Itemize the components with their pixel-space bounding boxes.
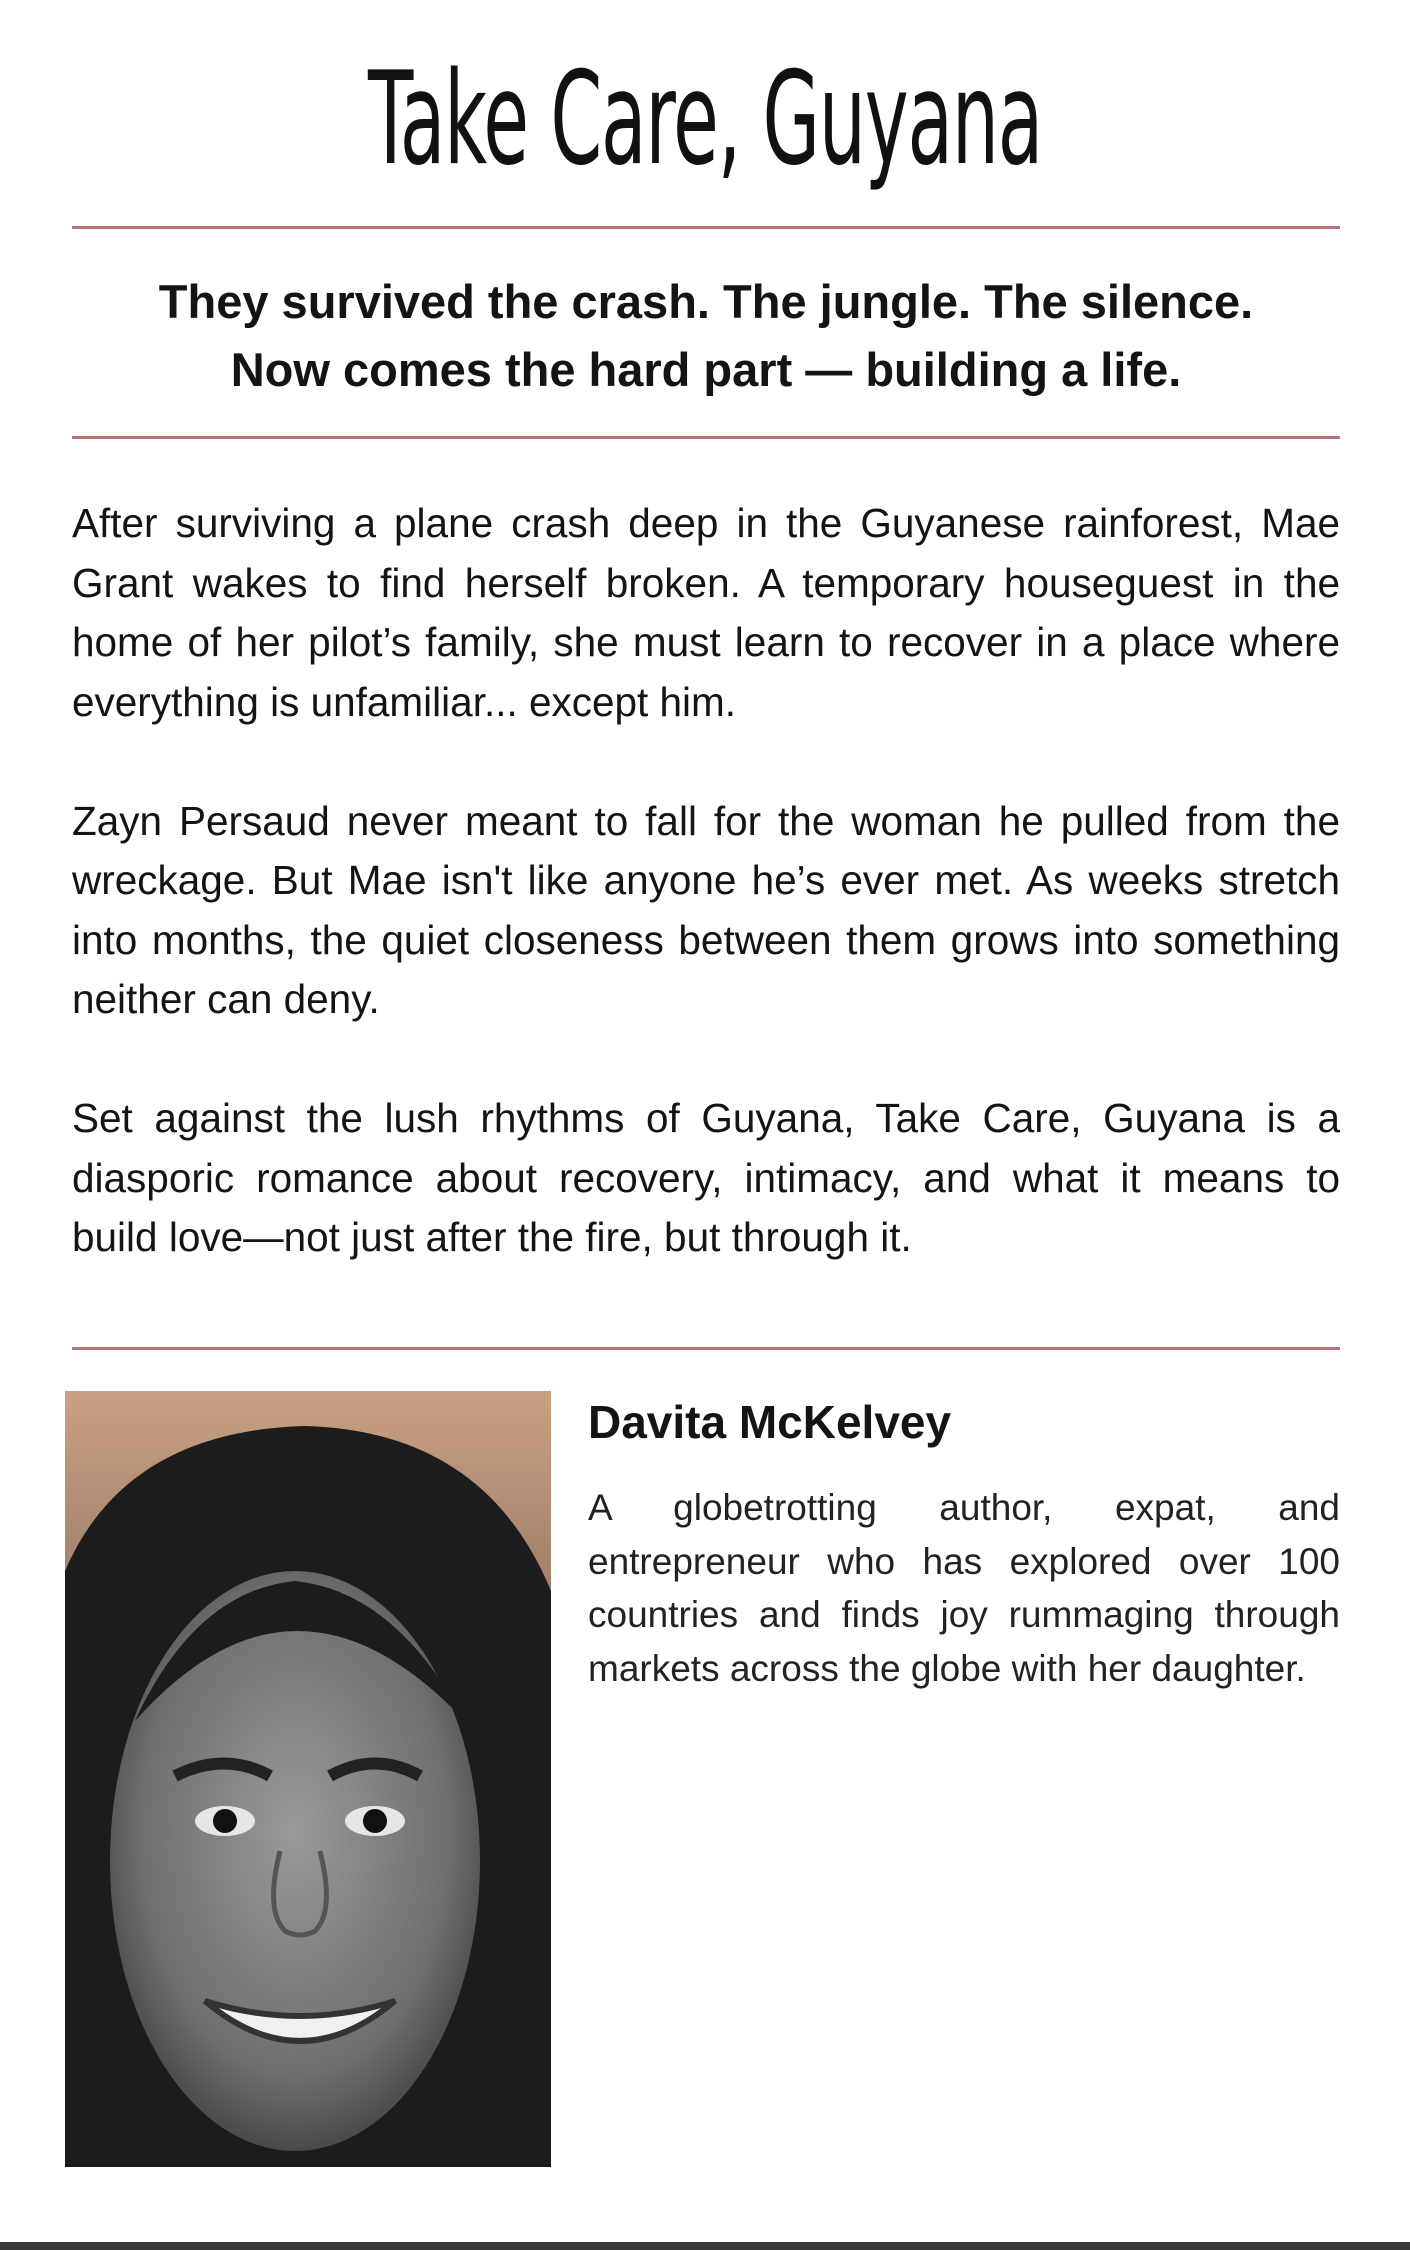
synopsis-paragraph: Zayn Persaud never meant to fall for the woman he pulled from the wreckage. But Mae isn't like anyone he’s ever met. As weeks stretch into months, the quiet closeness between them grows into something neither can deny. bbox=[72, 797, 1340, 1022]
synopsis-paragraph: After surviving a plane crash deep in the Guyanese rainforest, Mae Grant wakes to find herself broken. A temporary houseguest in the home of her pilot’s family, she must learn to recover in a place where everything is unfamiliar... except him. bbox=[72, 500, 1340, 725]
book-title: Take Care, Guyana bbox=[367, 45, 1043, 194]
synopsis bbox=[72, 494, 1340, 1327]
author-name: Davita McKelvey bbox=[588, 1396, 952, 1448]
author-photo bbox=[65, 1391, 551, 2167]
tagline-line-1: They survived the crash. The jungle. The silence. bbox=[158, 275, 1254, 328]
divider bbox=[72, 436, 1340, 439]
divider bbox=[72, 1347, 1340, 1350]
tagline bbox=[72, 268, 1340, 404]
bottom-border bbox=[0, 2242, 1410, 2250]
author-bio: A globetrotting author, expat, and entrepreneur who has explored over 100 countries and finds joy rummaging through markets across the globe with her daughter. bbox=[588, 1487, 1340, 1689]
synopsis-paragraph: Set against the lush rhythms of Guyana, Take Care, Guyana is a diasporic romance about recovery, intimacy, and what it means to build love—not just after the fire, but through it. bbox=[72, 1095, 1340, 1260]
tagline-line-2: Now comes the hard part — building a life. bbox=[230, 343, 1182, 396]
divider bbox=[72, 226, 1340, 229]
